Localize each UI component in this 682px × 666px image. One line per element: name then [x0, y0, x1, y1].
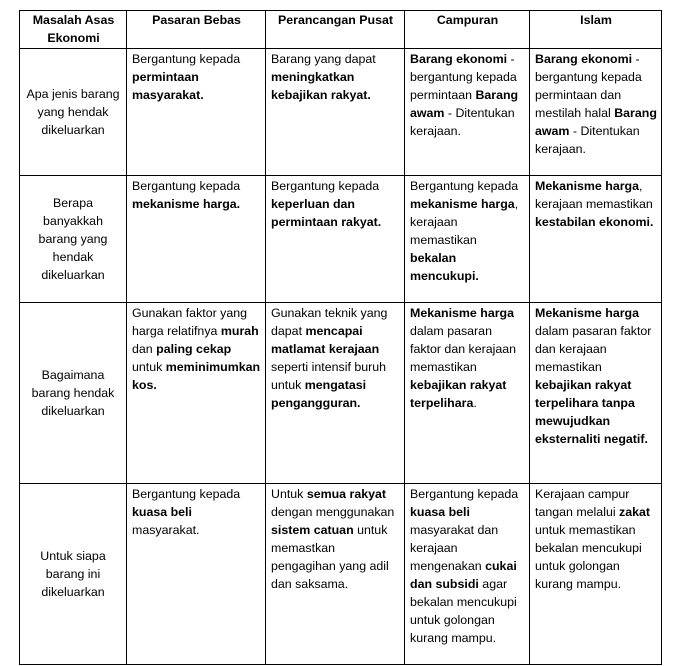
emphasis-text: Barang awam: [410, 88, 519, 120]
body-text: untuk memastkan pengagihan yang adil dan saksama.: [271, 523, 389, 591]
body-text: - Ditentukan kerajaan.: [410, 106, 515, 138]
answer-cell: [127, 49, 266, 176]
table-row: [20, 303, 662, 484]
emphasis-text: keperluan dan permintaan rakyat.: [271, 197, 382, 229]
table-row: [20, 484, 662, 665]
header-islam: Islam: [530, 11, 662, 49]
body-text: Gunakan teknik yang dapat: [271, 306, 388, 338]
answer-cell: [405, 176, 530, 303]
body-text: .: [473, 396, 477, 410]
body-text: - bergantung kepada permintaan dan mestilah halal: [535, 52, 642, 120]
question-cell: Apa jenis barang yang hendak dikeluarkan: [20, 49, 127, 176]
body-text: untuk memastikan bekalan mencukupi untuk golongan kurang mampu.: [535, 523, 642, 591]
emphasis-text: kuasa beli: [410, 505, 470, 519]
body-text: agar bekalan mencukupi untuk golongan kurang mampu.: [410, 577, 517, 645]
emphasis-text: zakat: [619, 505, 651, 519]
body-text: Bergantung kepada: [132, 52, 241, 66]
body-text: masyarakat dan kerajaan mengenakan: [410, 523, 499, 573]
header-pasaran-bebas: Pasaran Bebas: [127, 11, 266, 49]
emphasis-text: semua rakyat: [306, 487, 387, 501]
emphasis-text: Barang ekonomi: [410, 52, 508, 66]
answer-cell: [530, 303, 662, 484]
body-text: - bergantung kepada permintaan: [410, 52, 517, 102]
emphasis-text: paling cekap: [156, 342, 232, 356]
body-text: , kerajaan memastikan: [535, 179, 653, 211]
emphasis-text: kebajikan rakyat terpelihara: [410, 378, 507, 410]
emphasis-text: mengatasi pengangguran.: [271, 378, 367, 410]
body-text: - Ditentukan kerajaan.: [535, 124, 640, 156]
economic-systems-table: [19, 10, 662, 665]
emphasis-text: Mekanisme harga: [535, 306, 639, 320]
emphasis-text: mekanisme harga: [410, 197, 515, 211]
body-text: Untuk: [271, 487, 307, 501]
question-cell: Untuk siapa barang ini dikeluarkan: [20, 484, 127, 665]
body-text: Kerajaan campur tangan melalui: [535, 487, 630, 519]
body-text: dan: [132, 342, 157, 356]
answer-cell: [127, 176, 266, 303]
question-cell: Bagaimana barang hendak dikeluarkan: [20, 303, 127, 484]
answer-cell: [405, 484, 530, 665]
body-text: , kerajaan memastikan: [410, 197, 519, 247]
emphasis-text: kestabilan ekonomi.: [535, 215, 654, 229]
header-row: [20, 11, 662, 49]
emphasis-text: bekalan mencukupi.: [410, 251, 479, 283]
answer-cell: [266, 49, 405, 176]
body-text: seperti intensif buruh untuk: [271, 360, 387, 392]
emphasis-text: Mekanisme harga: [410, 306, 514, 320]
answer-cell: [530, 49, 662, 176]
body-text: Barang yang dapat: [271, 52, 376, 66]
emphasis-text: mencapai matlamat kerajaan: [271, 324, 380, 356]
answer-cell: [405, 303, 530, 484]
emphasis-text: permintaan masyarakat.: [132, 70, 204, 102]
body-text: Bergantung kepada: [132, 179, 241, 193]
body-text: Bergantung kepada: [271, 179, 380, 193]
answer-cell: [530, 176, 662, 303]
emphasis-text: meningkatkan kebajikan rakyat.: [271, 70, 371, 102]
answer-cell: [127, 484, 266, 665]
body-text: Bergantung kepada: [410, 179, 519, 193]
answer-cell: [405, 49, 530, 176]
emphasis-text: Mekanisme harga: [535, 179, 639, 193]
header-masalah: Masalah Asas Ekonomi: [20, 11, 127, 49]
body-text: dalam pasaran faktor dan kerajaan memastikan: [410, 324, 517, 374]
emphasis-text: murah: [220, 324, 259, 338]
table-row: [20, 176, 662, 303]
emphasis-text: cukai dan subsidi: [410, 559, 517, 591]
emphasis-text: sistem catuan: [271, 523, 354, 537]
question-cell: Berapa banyakkah barang yang hendak dikeluarkan: [20, 176, 127, 303]
body-text: Gunakan faktor yang harga relatifnya: [132, 306, 248, 338]
body-text: Bergantung kepada: [132, 487, 241, 501]
header-perancangan-pusat: Perancangan Pusat: [266, 11, 405, 49]
answer-cell: [266, 176, 405, 303]
emphasis-text: kuasa beli: [132, 505, 192, 519]
answer-cell: [266, 484, 405, 665]
header-campuran: Campuran: [405, 11, 530, 49]
body-text: masyarakat.: [132, 523, 200, 537]
emphasis-text: meminimumkan kos.: [132, 360, 261, 392]
body-text: Bergantung kepada: [410, 487, 519, 501]
body-text: dengan menggunakan: [271, 505, 395, 519]
emphasis-text: Barang awam: [535, 106, 657, 138]
answer-cell: [530, 484, 662, 665]
answer-cell: [127, 303, 266, 484]
table-row: [20, 49, 662, 176]
emphasis-text: kebajikan rakyat terpelihara tanpa mewujudkan eksternaliti negatif.: [535, 378, 648, 446]
body-text: untuk: [132, 360, 166, 374]
emphasis-text: mekanisme harga.: [132, 197, 241, 211]
body-text: dalam pasaran faktor dan kerajaan memastikan: [535, 324, 652, 374]
emphasis-text: Barang ekonomi: [535, 52, 633, 66]
answer-cell: [266, 303, 405, 484]
